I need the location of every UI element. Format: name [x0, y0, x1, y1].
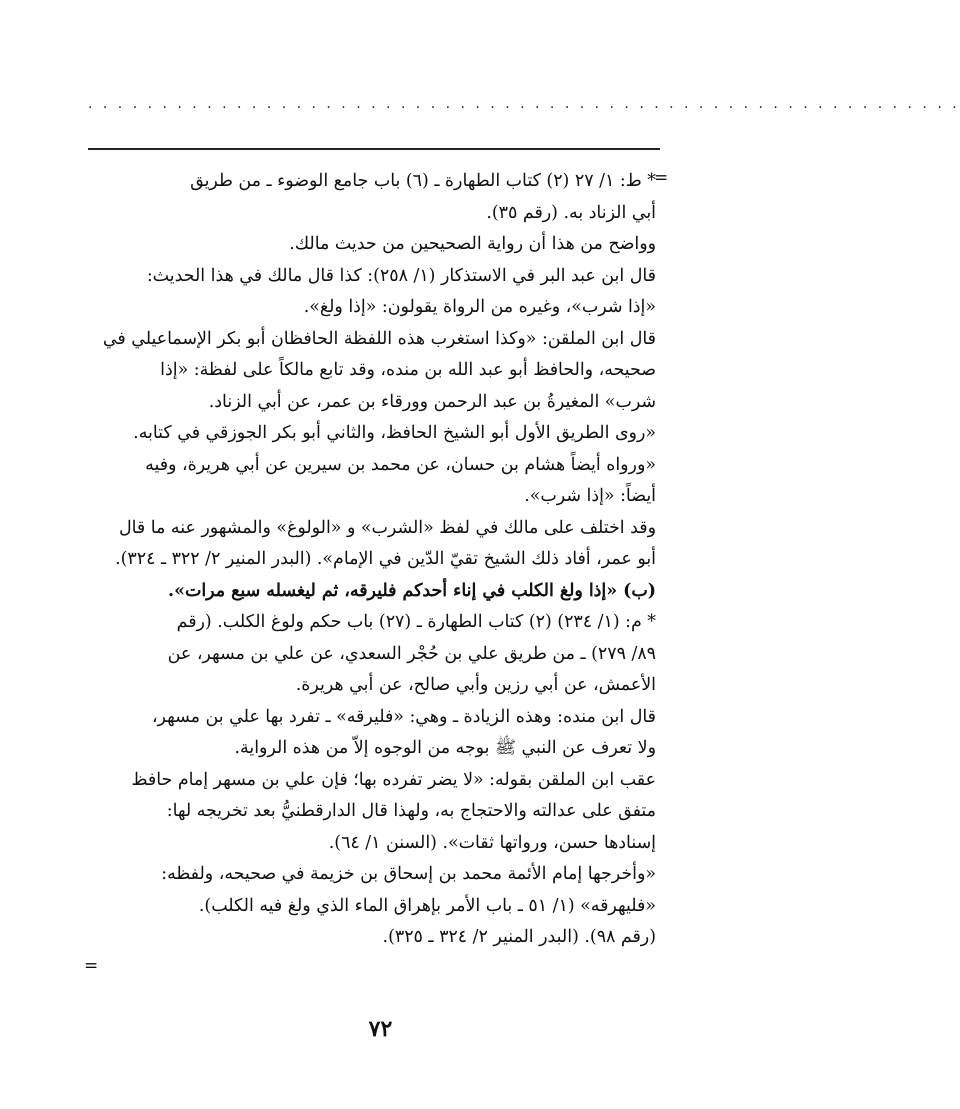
text-line: متفق على عدالته والاحتجاج به، ولهذا قال الدارقطنيُّ بعد تخريجه لها:: [166, 801, 656, 821]
text-line: إسنادها حسن، ورواتها ثقات». (السنن ١/ ٦٤).: [328, 832, 656, 853]
hadith-heading: (ب) «إذا ولغ الكلب في إناء أحدكم فليرقه، ثم ليغسله سبع مرات».: [168, 580, 656, 601]
text-line: ٨٩/ ٢٧٩) ـ من طريق علي بن حُجْر السعدي، عن علي بن مسهر، عن: [167, 643, 656, 664]
text-line: عقب ابن الملقن بقوله: «لا يضر تفرده بها؛ فإن علي بن مسهر إمام حافظ: [131, 769, 656, 790]
continuation-mark-top: =: [654, 168, 669, 188]
text-line: صحيحه، والحافظ أبو عبد الله بن منده، وقد تابع مالكاً على لفظة: «إذا: [160, 360, 656, 380]
text-line: أبي الزناد به. (رقم ٣٥).: [486, 202, 656, 223]
page-number: ٧٢: [368, 1016, 393, 1042]
footnote-rule: [88, 148, 660, 150]
continuation-mark-bottom: =: [84, 956, 99, 976]
text-line: أبو عمر، أفاد ذلك الشيخ تقيّ الدّين في الإمام». (البدر المنير ٢/ ٣٢٢ ـ ٣٢٤).: [115, 549, 656, 569]
text-line: وقد اختلف على مالك في لفظ «الشرب» و «الولوغ» والمشهور عنه ما قال: [118, 517, 656, 538]
text-line: «فليهرقه» (١/ ٥١ ـ باب الأمر بإهراق الماء الذي ولغ فيه الكلب).: [198, 895, 656, 916]
text-line: قال ابن منده: وهذه الزيادة ـ وهي: «فليرقه» ـ تفرد بها علي بن مسهر،: [151, 706, 656, 727]
text-line: قال ابن الملقن: «وكذا استغرب هذه اللفظة الحافظان أبو بكر الإسماعيلي في: [102, 328, 656, 349]
text-line: * م: (١/ ٢٣٤) (٢) كتاب الطهارة ـ (٢٧) باب حكم ولوغ الكلب. (رقم: [176, 612, 656, 632]
text-line: (رقم ٩٨). (البدر المنير ٢/ ٣٢٤ ـ ٣٢٥).: [382, 927, 656, 947]
text-line: الأعمش، عن أبي رزين وأبي صالح، عن أبي هريرة.: [295, 675, 656, 695]
footnote-body: [82, 166, 656, 954]
text-line: أيضاً: «إذا شرب».: [524, 486, 656, 506]
text-line: «ورواه أيضاً هشام بن حسان، عن محمد بن سيرين عن أبي هريرة، وفيه: [145, 454, 656, 475]
text-line: ولا تعرف عن النبي ﷺ بوجه من الوجوه إلاّ من هذه الرواية.: [234, 738, 656, 758]
text-line: «إذا شرب»، وغيره من الرواة يقولون: «إذا ولغ».: [303, 297, 656, 317]
text-line: قال ابن عبد البر في الاستذكار (١/ ٢٥٨): كذا قال مالك في هذا الحديث:: [146, 265, 656, 286]
separator-dots: . . . . . . . . . . . . . . . . . . . . . . . . . . . . . . . . . . . . . . . . . . . . . . . . . . . . . . . . . . .: [88, 96, 960, 112]
text-line: * ط: ١/ ٢٧ (٢) كتاب الطهارة ـ (٦) باب جامع الوضوء ـ من طريق: [190, 171, 656, 191]
text-line: «روى الطريق الأول أبو الشيخ الحافظ، والثاني أبو بكر الجوزقي في كتابه.: [133, 423, 656, 443]
text-line: شرب» المغيرةُ بن عبد الرحمن وورقاء بن عمر، عن أبي الزناد.: [208, 391, 656, 412]
text-line: «وأخرجها إمام الأئمة محمد بن إسحاق بن خزيمة في صحيحه، ولفظه:: [161, 864, 656, 884]
text-line: وواضح من هذا أن رواية الصحيحين من حديث مالك.: [289, 234, 656, 254]
